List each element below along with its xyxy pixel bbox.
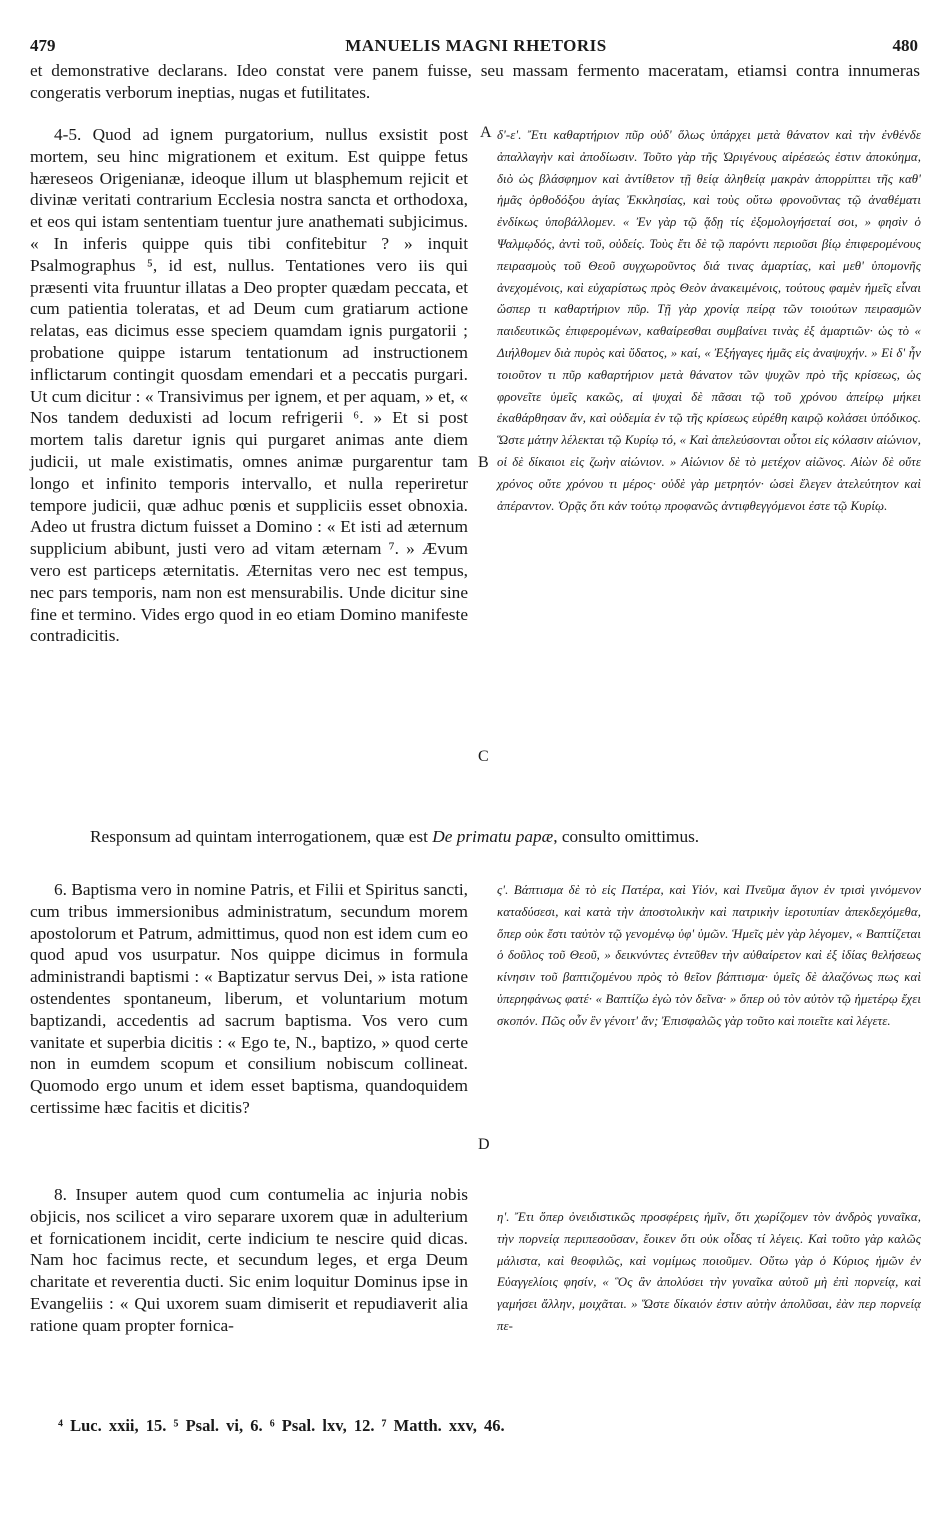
page-number-left: 479: [30, 36, 56, 55]
greek-section-4-5: δ'-ε'. Ἔτι καθαρτήριον πῦρ οὐδ' ὅλως ὑπάρχει μετὰ θάνατον καὶ τὴν ἐνθένδε ἀπαλλαγὴν καὶ ἀποδίωσιν. Τοῦτο γὰρ τῆς Ὠριγένους αἱρέσεώς ἐστιν ἀποκύημα, διὸ ὡς βλάσφημον καὶ ἀντίθετον τῇ θείᾳ ἀληθείᾳ μακρὰν ἀπορρίπτει τῆς καθ' ἡμᾶς ὀρθοδόξου ἁγίας Ἐκκλησίας, καὶ τοὺς οὕτω φρονοῦντας τῷ ἀναθέματι ἐνδίκως ὑποβάλλομεν. « Ἐν γὰρ τῷ ᾅδῃ τίς ἐξομολογήσεταί σοι, » φησὶν ὁ Ψαλμῳδός, ἀντὶ τοῦ, οὐδείς. Τοὺς ἔτι δὲ τῷ παρόντι περιοῦσι βίῳ ἐπιφερομένους πειρασμοὺς τοῦ Θεοῦ συγχωροῦντος διά τινας ἁμαρτίας, καὶ μεθ' ὑπομονῆς ἀνεχομένοις, καὶ εὐχαρίστως πρὸς Θεὸν ἀνακειμένοις, τούτους φαμὲν ἡμεῖς εἶναι ὥσπερ τι καθαρτήριον πῦρ. Τῇ γὰρ χρονίᾳ πείρᾳ τῶν τοιούτων πειρασμῶν παιδευτικῶς ἐπιφερομένων, καθαίρεσθαι συμβαίνει τινὰς ἐξ ἁμαρτιῶν· ὡς τὸ « Διήλθομεν διὰ πυρὸς καὶ ὕδατος, » καί, « Ἐξήγαγες ἡμᾶς εἰς ἀναψυχήν. » Εἰ δ' ἦν τοιοῦτον τι πῦρ καθαρτήριον μετὰ θάνατον τῶν ψυχῶν πρὸ τῆς κρίσεως, ὡς φρονεῖτε ὑμεῖς κακῶς, αἱ ψυχαὶ δὲ πᾶσαι τῷ τοῦ χρόνου ἀπείρῳ μήκει ἐκαθάρθησαν ἄν, καὶ οὐδεμία ἐν τῷ τῆς κρίσεως εὑρέθη καιρῷ κολάσει ὑπόδικος. Ὥστε μάτην λέλεκται τῷ Κυρίῳ τό, « Καὶ ἀπελεύσονται οὗτοι εἰς κόλασιν αἰώνιον, οἱ δὲ δίκαιοι εἰς ζωὴν αἰώνιον. » Αἰώνιον δὲ τὸ μετέχον αἰῶνος. Αἰὼν δὲ οὔτε χρόνος οὔτε χρόνου τι μέρος· οὐδὲ γὰρ μετρητόν· ὡσεὶ ἔλεγεν ἀτελεύτητον καὶ ἀπέραντον. Ὁρᾷς ὅτι κἀν τούτῳ προφανῶς ἀντιφθεγγόμενοι ἐστε τῷ Κυρίῳ.: [497, 128, 921, 513]
responsum-italic: De primatu papæ: [432, 827, 554, 846]
latin-section-6: 6. Baptisma vero in nomine Patris, et Filii et Spiritus sancti, cum tribus immersionibus administratum, secundum morem apostolorum et Patrum, admittimus, quod non est idem cum eo quod apud vos usurpatur. Nos quippe dicimus in formula administrandi baptismi : « Baptizatur servus Dei, » ista ratione ostendentes spontaneum, liberum, et voluntarium motum baptizandi, accedentis ad sacrum baptisma. Vos vero cum vanitate et superbia dicitis : « Ego te, N., baptizo, » quod certe non in eumdem scopum et consilium nobiscum collineat. Quomodo ergo unum et idem esset baptisma, quandoquidem certissime hæc facitis et dicitis?: [30, 880, 468, 1117]
margin-marker-b: B: [478, 454, 489, 471]
margin-marker-d: D: [478, 1136, 490, 1153]
responsum-line: [90, 826, 930, 848]
responsum-end: , consulto omittimus.: [553, 827, 700, 846]
margin-marker-c: C: [478, 748, 489, 765]
greek-section-6: ς'. Βάπτισμα δὲ τὸ εἰς Πατέρα, καὶ Υἱόν, καὶ Πνεῦμα ἅγιον ἐν τρισὶ γινόμενον καταδύσεσι, καὶ κατὰ τὴν ἀποστολικὴν καὶ πατρικὴν ἱεροτυπίαν ἀπεκδεχόμεθα, ὅπερ οὐκ ἔστι ταὐτὸν τῷ γενομένῳ ὑφ' ὑμῶν. Ἡμεῖς μὲν γὰρ λέγομεν, « Βαπτίζεται ὁ δοῦλος τοῦ Θεοῦ, » δεικνύντες ἐντεῦθεν τὴν αὐθαίρετον καὶ ἐξ ἰδίας θελήσεως κίνησιν τοῦ βαπτιζομένου πρὸς τὸ θεῖον βάπτισμα· ὑμεῖς δὲ ἀλαζόνως πως καὶ ὑπερηφάνως φατέ· « Βαπτίζω ἐγὼ τὸν δεῖνα· » ὅπερ οὐ τὸν αὐτὸν τῷ ἡμετέρῳ ἔχει σκοπόν. Πῶς οὖν ἓν γένοιτ' ἄν; Ἐπισφαλῶς γὰρ τοῦτο καὶ ποιεῖτε καὶ λέγετε.: [497, 883, 921, 1028]
responsum-text: Responsum ad quintam interrogationem, quæ est: [90, 827, 433, 846]
greek-section-8: η'. Ἔτι ὅπερ ὀνειδιστικῶς προσφέρεις ἡμῖν, ὅτι χωρίζομεν τὸν ἀνδρὸς γυναῖκα, τὴν πορνείᾳ περιπεσοῦσαν, ἔοικεν ὅτι οὐκ οἶδας τί λέγεις. Καὶ τοῦτο γὰρ καλῶς μάλιστα, καὶ θεοφιλῶς, καὶ νομίμως ποιοῦμεν. Οὕτω γὰρ ὁ Κύριος ἡμῶν ἐν Εὐαγγελίοις φησίν, « Ὃς ἂν ἀπολύσει τὴν γυναῖκα αὐτοῦ μὴ ἐπὶ πορνείᾳ, καὶ γαμήσει ἄλλην, μοιχᾶται. » Ὥστε δίκαιόν ἐστιν αὐτὴν ἀπολῦσαι, ἐὰν περ πορνείᾳ πε-: [497, 1210, 921, 1333]
margin-marker-a: A: [480, 124, 492, 141]
latin-section-4-5: 4-5. Quod ad ignem purgatorium, nullus exsistit post mortem, seu hinc migrationem et exitum. Est quippe fetus hæreseos Origenianæ, ideoque illum ut blasphemum rejicit et divinæ veritati contrarium Ecclesia nostra sancta et orthodoxa, et eos qui istam sententiam tuentur jure anathemati subjicimus. « In inferis quippe quis tibi confitebitur ? » inquit Psalmographus ⁵, id est, nullus. Tentationes vero iis qui præsenti vita fruuntur illatas a Deo propter quædam peccata, et cum patientia toleratas, et ad Deum cum gratiarum actione relatas, eas dicimus esse speciem quamdam ignis purgatorii ; probatione quippe istarum tentationum ad instructionem inflictarum contingit quosdam emendari et a peccatis purgari. Ut cum dicitur : « Transivimus per ignem, et per aquam, » et, « Nos tandem deduxisti ad locum refrigerii ⁶. » Et si post mortem talis daretur ignis qui purgaret animas ante diem judicii, ut male existimatis, omnes animæ purgarentur tam longo et infinito temporis intervallo, et nulla reperiretur tempore judicii, quæ adhuc pœnis et suppliciis esset obnoxia. Adeo ut frustra dictum fuisset a Domino : « Et isti ad æternum supplicium abibunt, justi vero ad vitam æternam ⁷. » Ævum vero est particeps æternitatis. Æternitas vero nec est tempus, nec pars temporis, nam non est mensurabilis. Unde dicitur sine fine et termino. Vides ergo quod in eo etiam Domino manifeste contradicitis.: [30, 125, 468, 646]
page-header: [0, 0, 952, 60]
latin-section-8: 8. Insuper autem quod cum contumelia ac injuria nobis objicis, nos scilicet a viro separare uxorem quæ in adulterium et fornicationem incidit, certe indicium te nescire quid dicas. Nam hoc facimus recte, et secundum leges, et erga Deum charitate et reverentia ducti. Sic enim loquitur Dominus ipse in Evangeliis : « Qui uxorem suam dimiserit et repudiaverit alia ratione quam propter fornica-: [30, 1185, 468, 1335]
intro-paragraph: et demonstrative declarans. Ideo constat vere panem fuisse, seu massam fermento maceratam, etiamsi contra innumeras congeratis verborum ineptias, nugas et futilitates.: [30, 61, 920, 102]
footnotes: ⁴ Luc. xxii, 15. ⁵ Psal. vi, 6. ⁶ Psal. lxv, 12. ⁷ Matth. xxv, 46.: [58, 1416, 505, 1435]
running-title: MANUELIS MAGNI RHETORIS: [345, 36, 607, 55]
page-number-right: 480: [892, 36, 918, 55]
